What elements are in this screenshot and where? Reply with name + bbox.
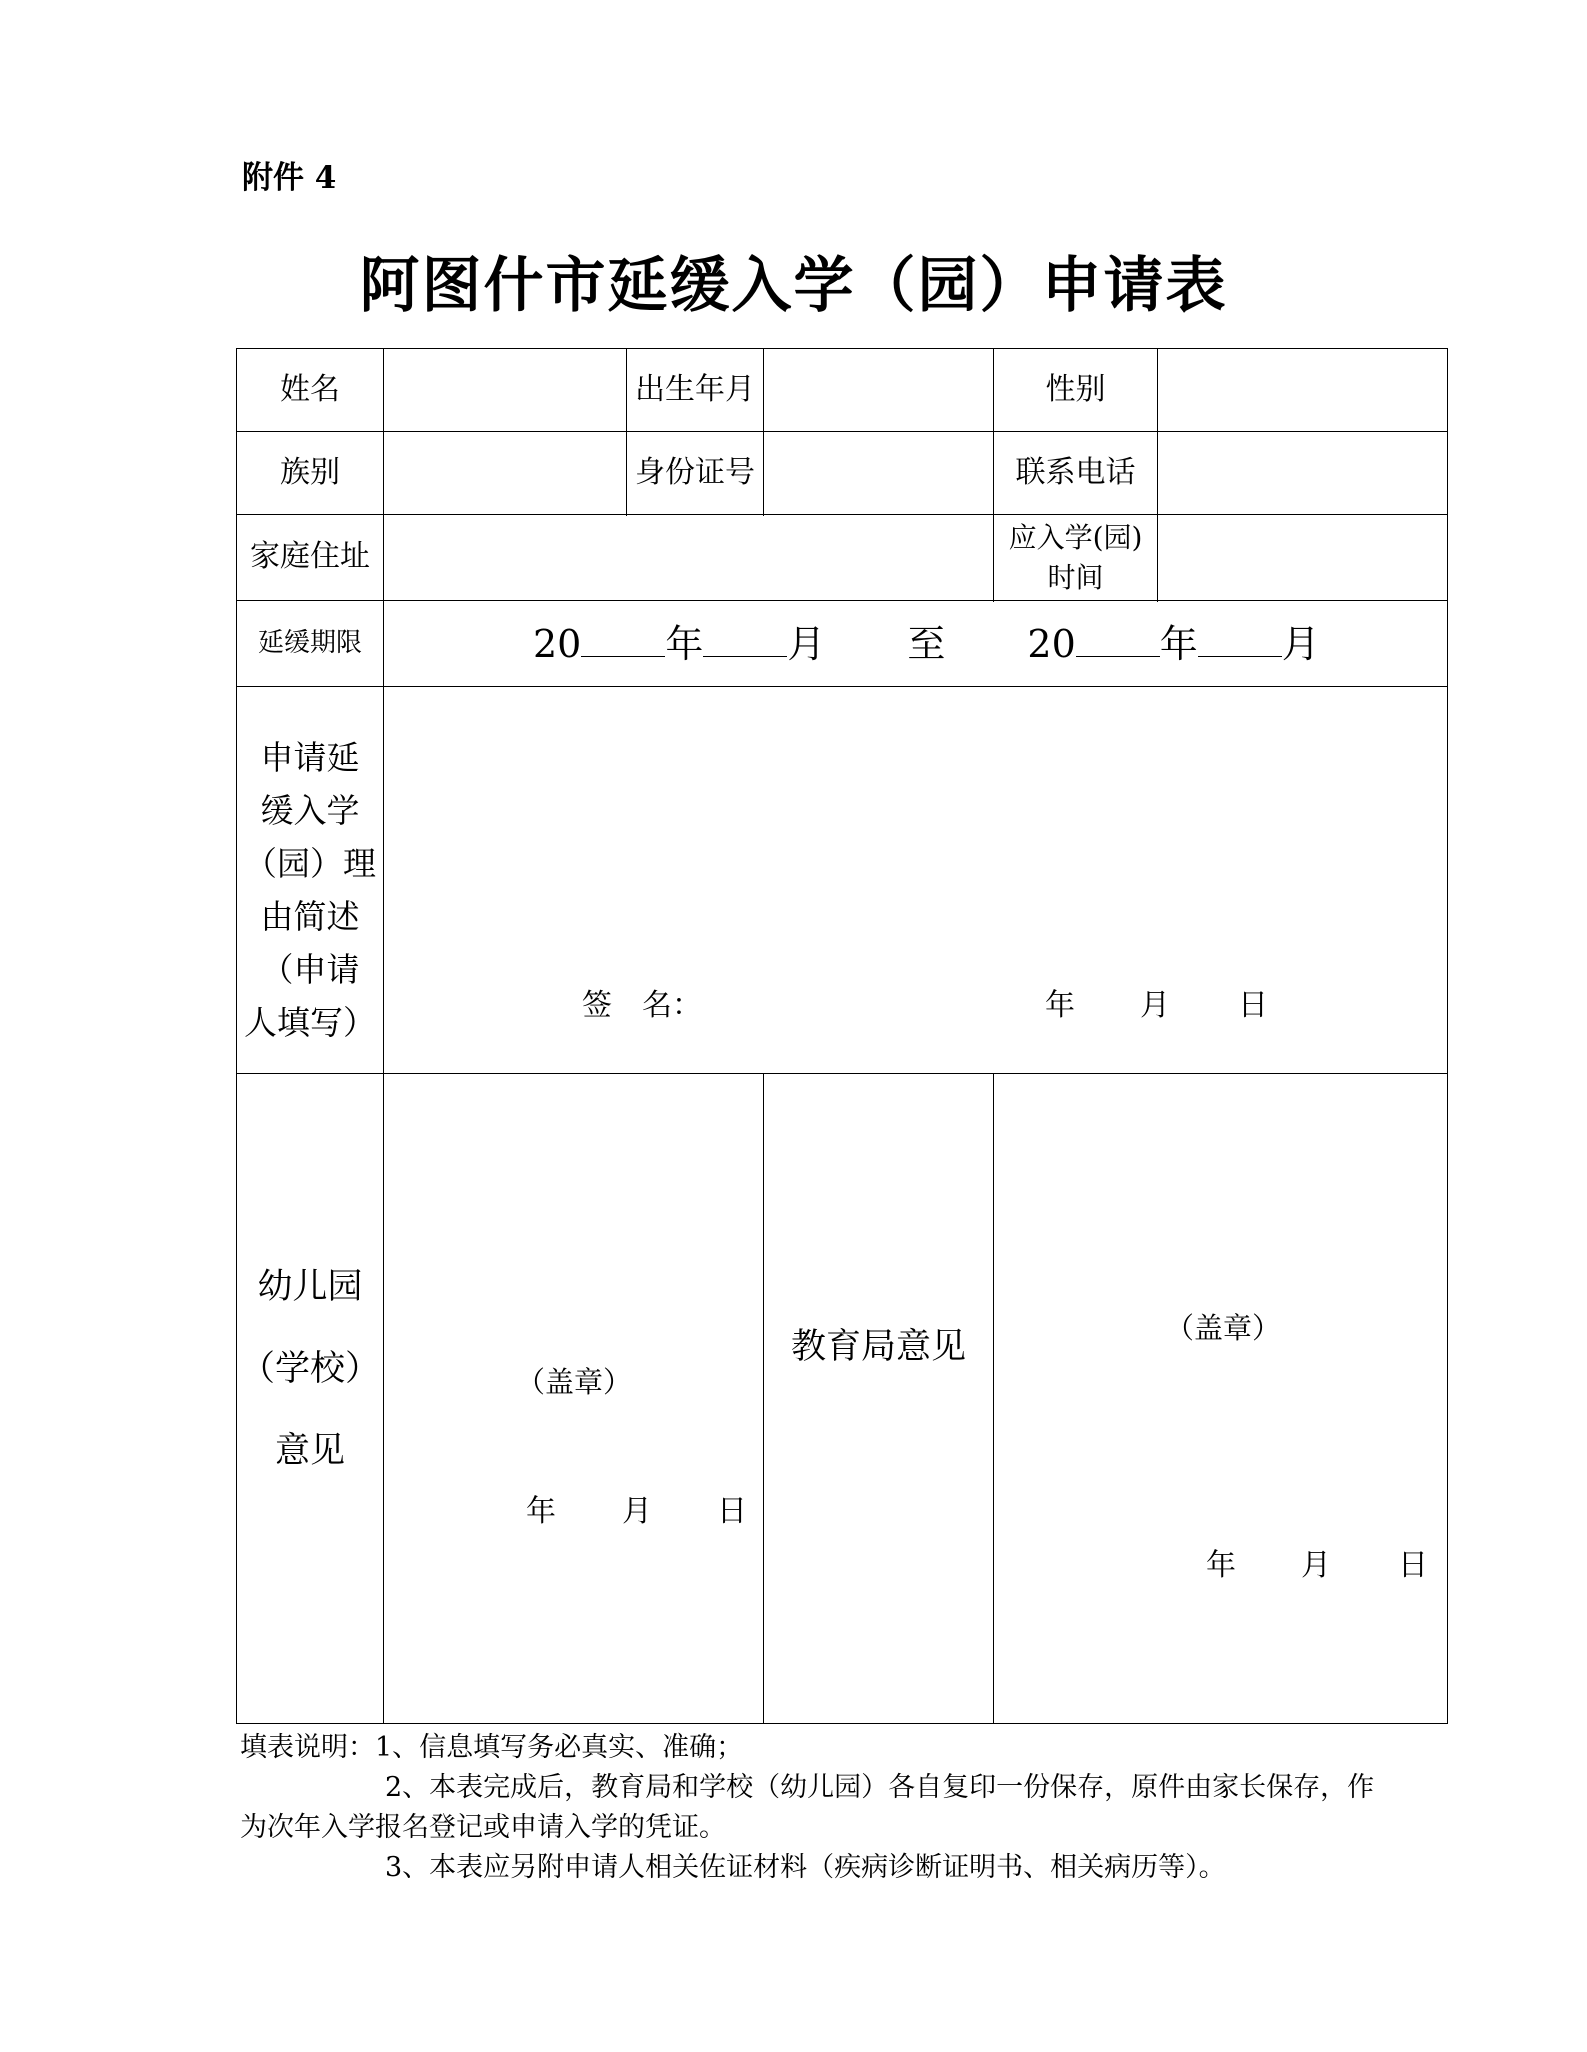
address-field[interactable] — [384, 515, 993, 600]
end-year-prefix: 20 — [1027, 622, 1076, 666]
address-label: 家庭住址 — [250, 539, 370, 575]
enroll-time-line: 应入学(园) — [1008, 520, 1143, 554]
name-field[interactable] — [384, 349, 626, 431]
deferral-period[interactable] — [533, 620, 1320, 668]
enroll-time-line: 时间 — [1047, 560, 1104, 594]
school-seal: （盖章） — [516, 1365, 633, 1399]
reason-label-line: （申请 — [260, 950, 360, 989]
attachment-label: 附件 4 — [242, 160, 337, 196]
reason-label-line: 人填写） — [244, 1003, 376, 1042]
gender-label: 性别 — [1045, 371, 1106, 407]
row-divider — [236, 600, 1448, 601]
ethnicity-label: 族别 — [280, 454, 340, 490]
id-field[interactable] — [764, 432, 993, 514]
end-month-blank[interactable] — [1198, 626, 1282, 657]
period-label: 延缓期限 — [257, 627, 362, 658]
reason-label-line: 申请延 — [260, 738, 360, 777]
birth-field[interactable] — [764, 349, 993, 431]
end-year-blank[interactable] — [1076, 626, 1160, 657]
form-title: 阿图什市延缓入学（园）申请表 — [359, 251, 1228, 321]
school-date-year: 年 — [526, 1494, 556, 1529]
month-unit: 月 — [787, 622, 826, 666]
phone-label: 联系电话 — [1015, 454, 1136, 490]
start-month-blank[interactable] — [703, 626, 787, 657]
school-label-line: 幼儿园 — [257, 1267, 363, 1307]
year-unit: 年 — [665, 622, 704, 666]
reason-date-month: 月 — [1140, 988, 1170, 1023]
school-label-line: （学校） — [239, 1349, 380, 1389]
signature-label: 签 名： — [582, 988, 702, 1023]
bureau-date-day: 日 — [1398, 1548, 1428, 1583]
enroll-time-label — [994, 515, 1157, 600]
note-line-4: 3、本表应另附申请人相关佐证材料（疾病诊断证明书、相关病历等）。 — [385, 1852, 1226, 1883]
month-unit: 月 — [1281, 622, 1320, 666]
bureau-opinion-label: 教育局意见 — [790, 1327, 966, 1368]
reason-label — [237, 687, 383, 1073]
school-date-day: 日 — [717, 1494, 747, 1529]
start-year-blank[interactable] — [581, 626, 665, 657]
note-line-1: 填表说明：1、信息填写务必真实、准确； — [240, 1732, 744, 1763]
school-date-month: 月 — [622, 1494, 652, 1529]
reason-field[interactable] — [384, 687, 1447, 967]
reason-label-line: （园）理 — [244, 844, 376, 883]
bureau-date-month: 月 — [1301, 1548, 1331, 1583]
note-line-3: 为次年入学报名登记或申请入学的凭证。 — [240, 1812, 726, 1843]
bureau-date-year: 年 — [1206, 1548, 1236, 1583]
bureau-opinion-field[interactable] — [994, 1074, 1447, 1724]
ethnicity-field[interactable] — [384, 432, 626, 514]
note-line-2: 2、本表完成后，教育局和学校（幼儿园）各自复印一份保存，原件由家长保存，作 — [385, 1772, 1375, 1803]
enroll-time-field[interactable] — [1158, 515, 1447, 600]
bureau-seal: （盖章） — [1165, 1311, 1282, 1345]
gender-field[interactable] — [1158, 349, 1447, 431]
reason-label-line: 缓入学 — [260, 791, 360, 830]
id-label: 身份证号 — [635, 454, 755, 490]
reason-date-day: 日 — [1238, 988, 1268, 1023]
start-year-prefix: 20 — [533, 622, 582, 666]
school-opinion-label — [237, 1074, 383, 1724]
phone-field[interactable] — [1158, 432, 1447, 514]
name-label: 姓名 — [280, 371, 340, 407]
birth-label: 出生年月 — [635, 371, 755, 407]
filling-instructions — [240, 1728, 1450, 1888]
year-unit: 年 — [1159, 622, 1198, 666]
school-label-line: 意见 — [274, 1431, 345, 1471]
reason-label-line: 由简述 — [260, 897, 360, 936]
reason-date-year: 年 — [1045, 988, 1075, 1023]
to-text: 至 — [907, 622, 946, 666]
